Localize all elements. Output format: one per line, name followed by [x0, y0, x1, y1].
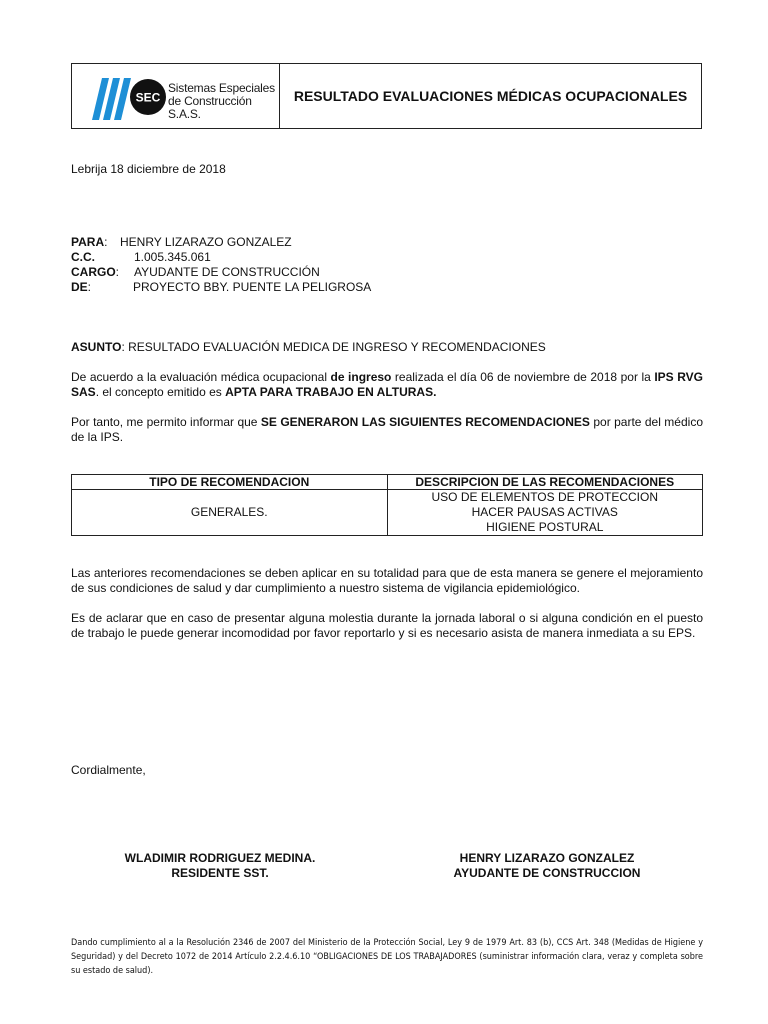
cc-line	[71, 250, 211, 264]
de-line: DE: PROYECTO BBY. PUENTE LA PELIGROSA	[71, 280, 372, 294]
signer-name: WLADIMIR RODRIGUEZ MEDINA.	[124, 851, 316, 865]
de-value: PROYECTO BBY. PUENTE LA PELIGROSA	[133, 280, 372, 294]
table-cell-description	[387, 490, 703, 536]
date-line: Lebrija 18 diciembre de 2018	[71, 162, 226, 176]
table-header-type: TIPO DE RECOMENDACION	[72, 475, 388, 490]
company-logo	[72, 64, 280, 128]
cargo-line: CARGO: AYUDANTE DE CONSTRUCCIÓN	[71, 265, 320, 279]
logo-text: SEC	[135, 90, 161, 105]
table-header-row	[72, 475, 703, 490]
sec-logo-icon	[88, 74, 168, 120]
cc-value: 1.005.345.061	[134, 250, 211, 264]
recipient-name: HENRY LIZARAZO GONZALEZ	[459, 851, 635, 865]
paragraph-recommendations-intro: Por tanto, me permito informar que SE GENERARON LAS SIGUIENTES RECOMENDACIONES por parte del médico de la IPS.	[71, 415, 703, 444]
para-label: PARA	[71, 235, 105, 249]
signature-left	[100, 851, 340, 881]
asunto-label: ASUNTO	[71, 340, 122, 354]
signer-role: RESIDENTE SST.	[171, 866, 269, 880]
cargo-label: CARGO	[71, 265, 116, 279]
table-row	[72, 490, 703, 536]
company-name-line1: Sistemas Especiales	[168, 81, 275, 95]
table-cell-type: GENERALES.	[72, 490, 388, 536]
company-name	[168, 82, 279, 121]
paragraph-eps-notice: Es de aclarar que en caso de presentar alguna molestia durante la jornada laboral o si alguna condición en el puesto de trabajo le puede generar incomodidad por favor reportarlo y si es necesario asista de manera inmediata a su EPS.	[71, 611, 703, 640]
paragraph-application: Las anteriores recomendaciones se deben aplicar en su totalidad para que de esta manera se genere el mejoramiento de sus condiciones de salud y dar cumplimiento a nuestro sistema de vigilancia epidemiológico.	[71, 566, 703, 595]
document-header	[71, 63, 702, 129]
description-item: HIGIENE POSTURAL	[486, 520, 604, 534]
document-title: RESULTADO EVALUACIONES MÉDICAS OCUPACIONALES	[293, 88, 688, 104]
cargo-value: AYUDANTE DE CONSTRUCCIÓN	[134, 265, 320, 279]
recipient-role: AYUDANTE DE CONSTRUCCION	[453, 866, 641, 880]
asunto-value: RESULTADO EVALUACIÓN MEDICA DE INGRESO Y RECOMENDACIONES	[128, 340, 546, 354]
signature-right	[416, 851, 678, 881]
asunto-line: ASUNTO: RESULTADO EVALUACIÓN MEDICA DE INGRESO Y RECOMENDACIONES	[71, 340, 546, 354]
closing-text: Cordialmente,	[71, 763, 146, 777]
recommendations-table	[71, 474, 703, 536]
paragraph-evaluation: De acuerdo a la evaluación médica ocupacional de ingreso realizada el día 06 de noviembre de 2018 por la IPS RVG SAS. el concepto emitido es APTA PARA TRABAJO EN ALTURAS.	[71, 370, 703, 399]
company-name-line2: de Construcción S.A.S.	[168, 94, 252, 121]
legal-footer-note: Dando cumplimiento al a la Resolución 2346 de 2007 del Ministerio de la Protección Social, Ley 9 de 1979 Art. 83 (b), CCS Art. 348 (Medidas de Higiene y Seguridad) y del Decreto 1072 de 2014 Artículo 2.2.4.6.10 “OBLIGACIONES DE LOS TRABAJADORES (suministrar información clara, veraz y completa sobre su estado de salud).	[71, 938, 703, 976]
description-item: USO DE ELEMENTOS DE PROTECCION	[431, 490, 658, 504]
de-label: DE	[71, 280, 88, 294]
table-header-description: DESCRIPCION DE LAS RECOMENDACIONES	[387, 475, 703, 490]
para-line: PARA: HENRY LIZARAZO GONZALEZ	[71, 235, 292, 249]
para-value: HENRY LIZARAZO GONZALEZ	[120, 235, 292, 249]
cc-label: C.C.	[71, 250, 95, 264]
description-item: HACER PAUSAS ACTIVAS	[471, 505, 618, 519]
